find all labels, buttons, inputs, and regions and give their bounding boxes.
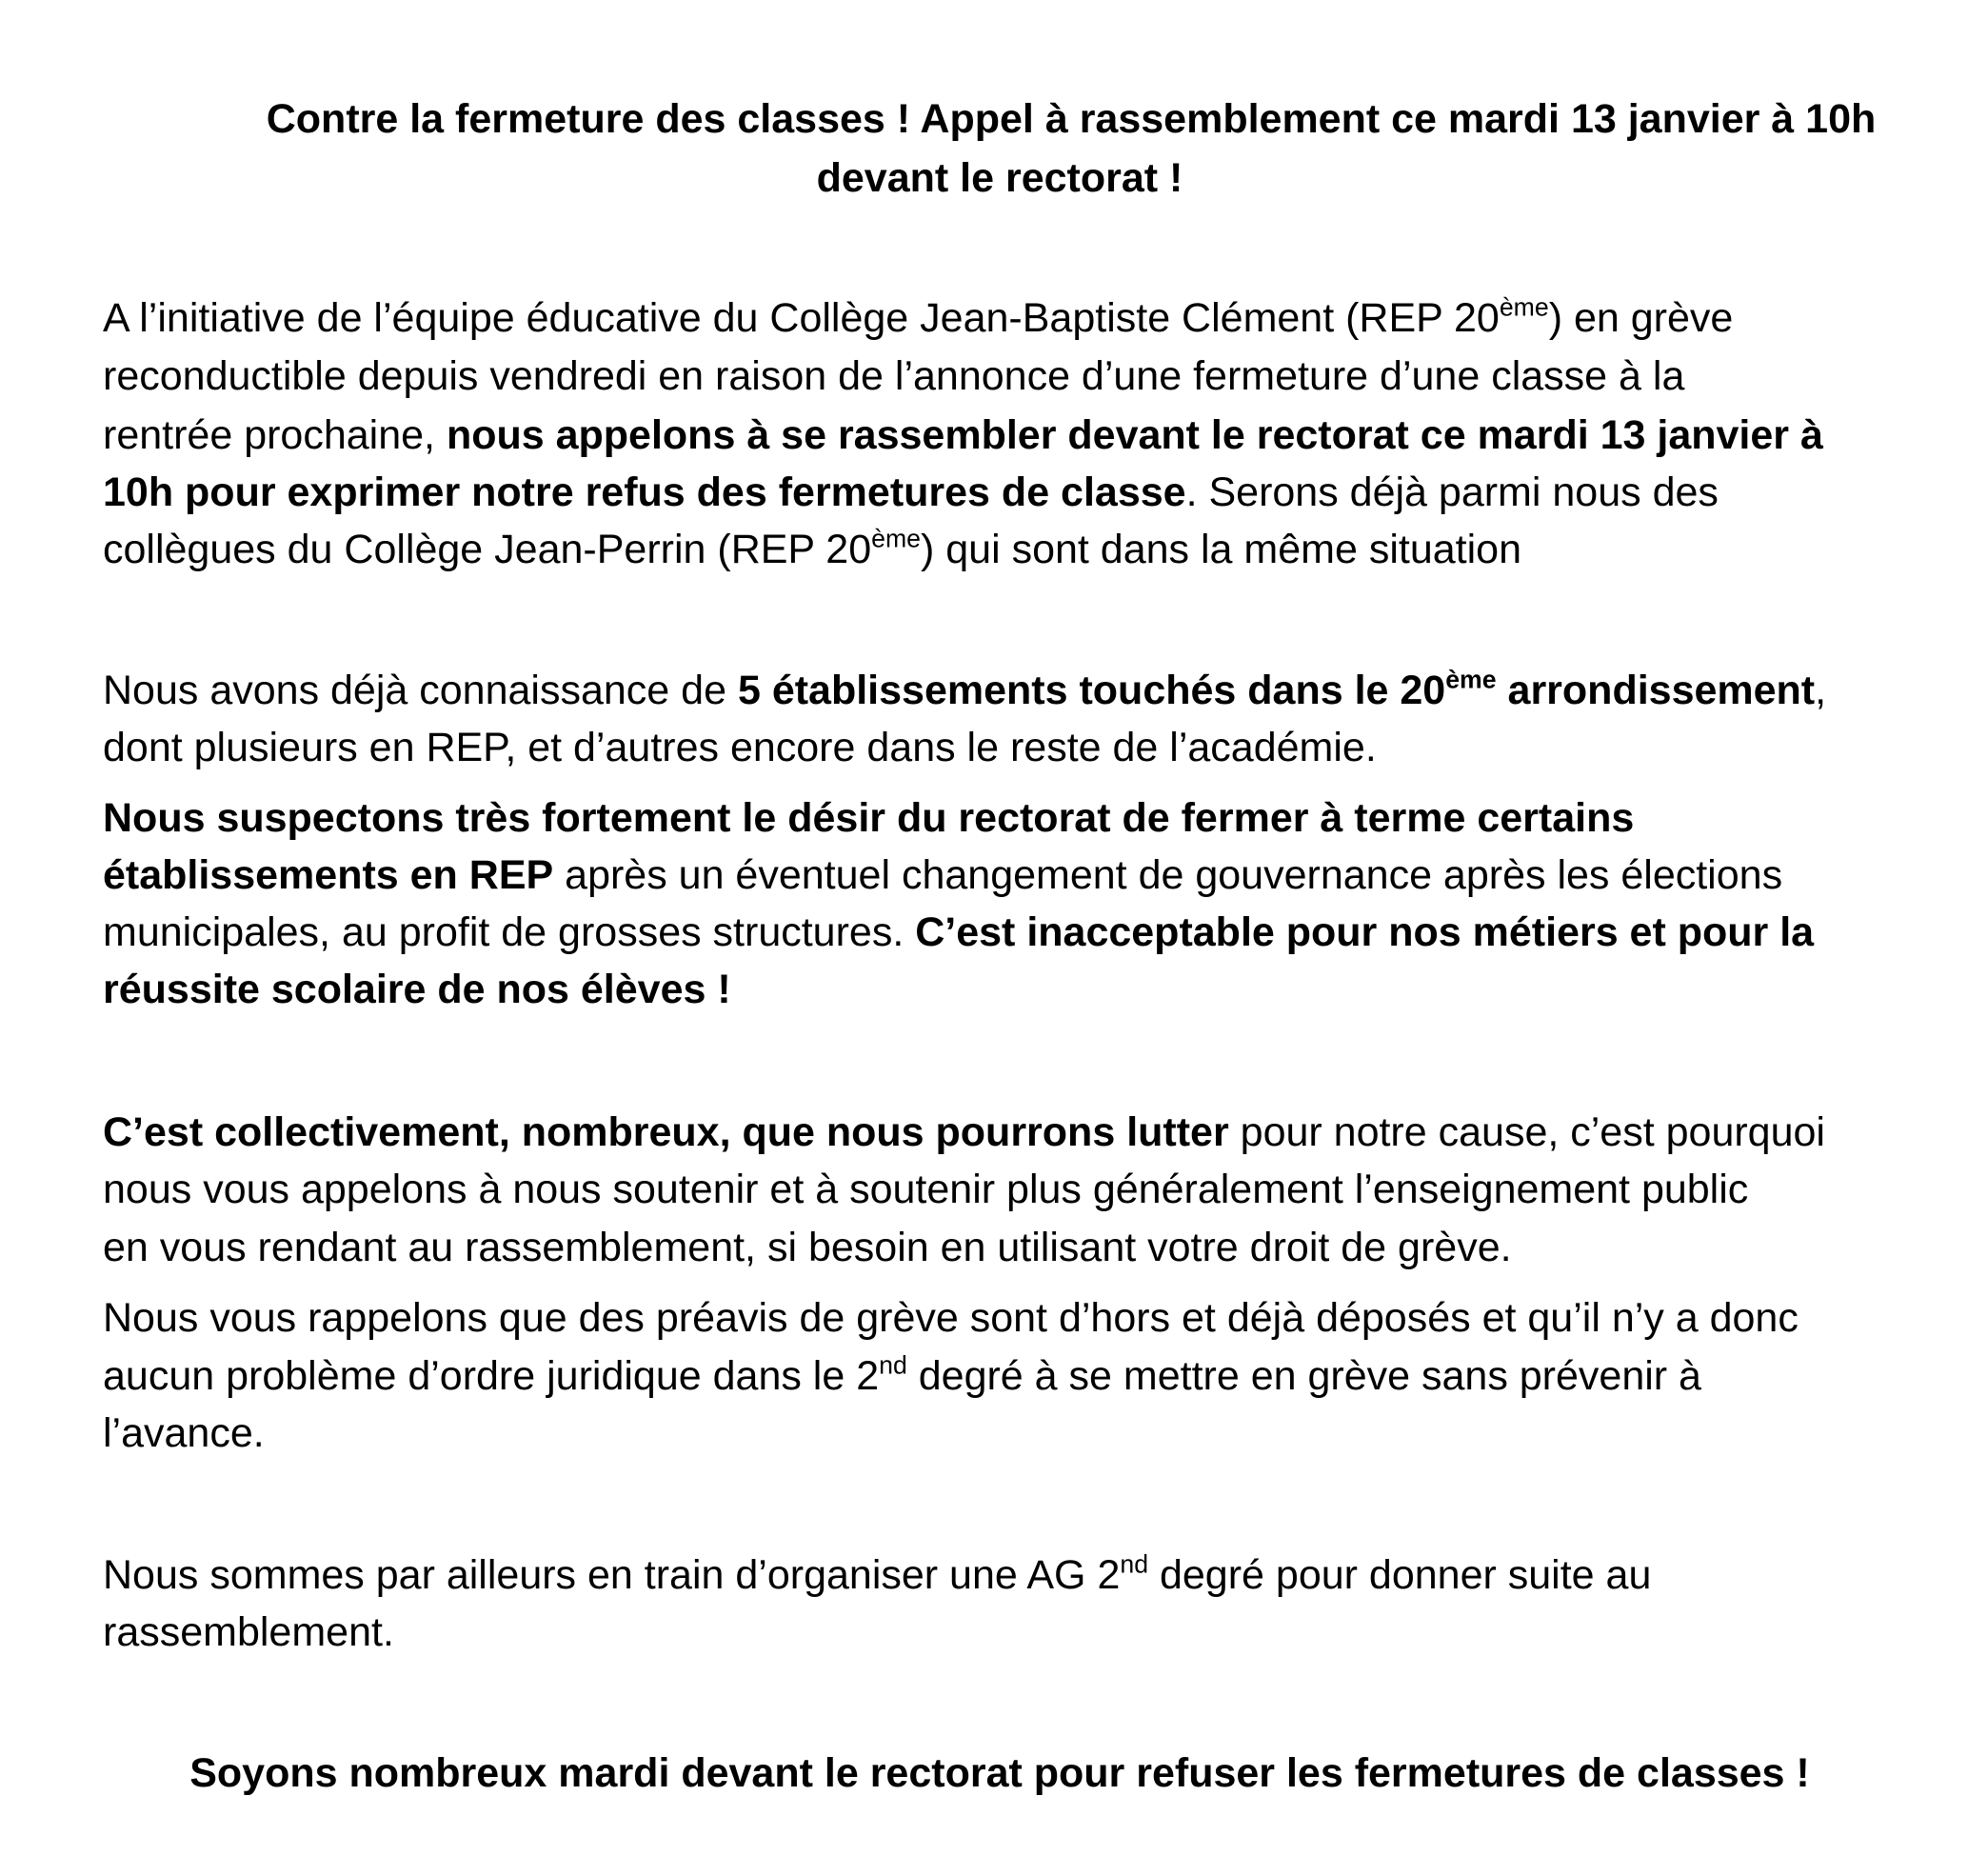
paragraph-1-line-3 [103, 412, 1823, 458]
bold-text: établissements en REP [103, 852, 554, 898]
bold-text: Nous suspectons très fortement le désir du rectorat de fermer à terme certains [103, 795, 1635, 841]
paragraph-5-line-2 [103, 1350, 1701, 1399]
superscript: ème [1499, 292, 1549, 322]
text: . Serons déjà parmi nous des [1185, 469, 1719, 515]
text: pour notre cause, c’est pourquoi [1228, 1109, 1825, 1155]
paragraph-5-line-3 [103, 1410, 265, 1456]
text: , [1815, 668, 1827, 713]
bold-text: arrondissement [1496, 668, 1816, 713]
paragraph-1-line-4 [103, 469, 1719, 515]
superscript: ème [871, 524, 921, 553]
paragraph-1-line-2 [103, 353, 1685, 399]
title-line-1: Contre la fermeture des classes ! Appel à rassemblement ce mardi 13 janvier à 10h [266, 96, 1877, 142]
text: ) qui sont dans la même situation [920, 527, 1521, 572]
text: municipales, au profit de grosses structures. [103, 909, 916, 955]
text: en vous rendant au rassemblement, si besoin en utilisant votre droit de grève. [103, 1225, 1512, 1270]
paragraph-6-line-2 [103, 1609, 394, 1655]
text: A l’initiative de l’équipe éducative du Collège Jean-Baptiste Clément (REP 20 [103, 295, 1500, 341]
paragraph-2-line-2 [103, 725, 1377, 770]
text: aucun problème d’ordre juridique dans le 2 [103, 1353, 880, 1399]
paragraph-4-line-1 [103, 1109, 1825, 1155]
bold-text: 5 établissements touchés dans le 20 [737, 668, 1446, 713]
superscript: nd [1120, 1549, 1149, 1579]
paragraph-3-line-1 [103, 795, 1635, 841]
paragraph-1-line-1 [103, 292, 1734, 341]
paragraph-1-line-5 [103, 524, 1521, 572]
bold-text: C’est collectivement, nombreux, que nous pourrons lutter [103, 1109, 1229, 1155]
paragraph-4-line-2 [103, 1169, 1748, 1210]
text: rentrée prochaine, [103, 412, 447, 458]
paragraph-3-line-4 [103, 969, 731, 1010]
text: degré à se mettre en grève sans prévenir à [906, 1353, 1701, 1399]
text: après un éventuel changement de gouvernance après les élections [553, 852, 1783, 898]
paragraph-2-line-1 [103, 665, 1827, 713]
bold-text: C’est inacceptable pour nos métiers et pour la [915, 909, 1815, 955]
title-line-2: devant le rectorat ! [816, 155, 1183, 201]
text: rassemblement. [103, 1609, 394, 1655]
text: Nous sommes par ailleurs en train d’organiser une AG 2 [103, 1552, 1121, 1598]
text: collègues du Collège Jean-Perrin (REP 20 [103, 527, 872, 572]
bold-text: 10h pour exprimer notre refus des fermetures de classe [103, 469, 1186, 515]
paragraph-5-line-1 [103, 1295, 1799, 1341]
text: l’avance. [103, 1410, 265, 1456]
text: reconductible depuis vendredi en raison de l’annonce d’une fermeture d’une classe à la [103, 353, 1685, 399]
text: ) en grève [1548, 295, 1734, 341]
text: nous vous appelons à nous soutenir et à soutenir plus généralement l’enseignement public [103, 1167, 1749, 1212]
text: degré pour donner suite au [1148, 1552, 1652, 1598]
paragraph-4-line-3 [103, 1227, 1512, 1268]
text: dont plusieurs en REP, et d’autres encore dans le reste de l’académie. [103, 725, 1377, 770]
paragraph-6-line-1 [103, 1549, 1652, 1598]
bold-text: nous appelons à se rassembler devant le rectorat ce mardi 13 janvier à [446, 412, 1823, 458]
text: Nous vous rappelons que des préavis de grève sont d’hors et déjà déposés et qu’il n’y a donc [103, 1295, 1799, 1341]
superscript: ème [1445, 665, 1497, 694]
superscript: nd [879, 1350, 907, 1380]
paragraph-3-line-3 [103, 909, 1815, 955]
closing-line: Soyons nombreux mardi devant le rectorat pour refuser les fermetures de classes ! [189, 1750, 1810, 1796]
bold-text: réussite scolaire de nos élèves ! [103, 967, 731, 1012]
text: Nous avons déjà connaissance de [103, 668, 738, 713]
paragraph-3-line-2 [103, 852, 1783, 898]
